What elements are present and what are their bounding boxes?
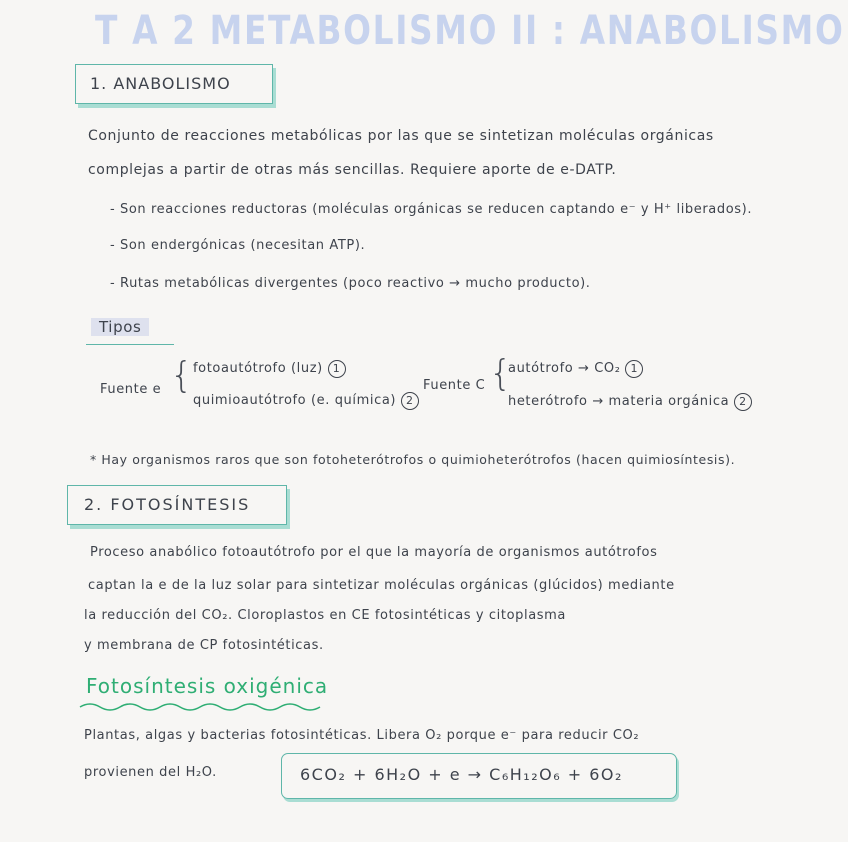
section2-heading: 2. FOTOSÍNTESIS [84,495,251,514]
page-title: T A 2 METABOLISMO II : ANABOLISMO [95,8,845,54]
fuente-c-label: Fuente C [423,378,486,393]
bullet-item: - Son reacciones reductoras (moléculas orgánicas se reducen captando e⁻ y H⁺ liberados). [110,202,753,217]
bullet-item: - Son endergónicas (necesitan ATP). [110,238,366,253]
fuente-e-label: Fuente e [100,382,162,397]
section1-intro-line1: Conjunto de reacciones metabólicas por las que se sintetizan moléculas orgánicas [88,128,714,144]
tipos-note: * Hay organismos raros que son fotoheterótrofos o quimioheterótrofos (hacen quimiosíntesis). [90,452,736,467]
fuente-e-option-text: fotoautótrofo (luz) [193,361,323,376]
number-circle: 1 [328,360,346,378]
fuente-c-brace: { [489,353,512,394]
section2-line: captan la e de la luz solar para sintetizar moléculas orgánicas (glúcidos) mediante [88,578,675,593]
oxigenica-line1: Plantas, algas y bacterias fotosintéticas. Libera O₂ porque e⁻ para reducir CO₂ [84,728,640,743]
section2-line: la reducción del CO₂. Cloroplastos en CE fotosintéticas y citoplasma [84,608,566,623]
fuente-c-option [508,393,752,411]
fuente-e-option [193,360,346,378]
section1-intro-line2: complejas a partir de otras más sencillas. Requiere aporte de e-DATP. [88,162,617,178]
fuente-c-option-text: heterótrofo → materia orgánica [508,394,730,409]
equation-box [281,753,677,799]
section2-heading-box [67,485,287,525]
oxigenica-heading: Fotosíntesis oxigénica [86,674,329,698]
wavy-underline [78,700,338,714]
tipos-underline [86,344,174,345]
number-circle: 2 [734,393,752,411]
section2-line: y membrana de CP fotosintéticas. [84,638,324,653]
section2-line: Proceso anabólico fotoautótrofo por el que la mayoría de organismos autótrofos [90,545,658,560]
fuente-e-brace: { [170,355,193,396]
fuente-e-option [193,392,419,410]
section1-heading-box [75,64,273,104]
section1-heading: 1. ANABOLISMO [90,74,231,93]
number-circle: 1 [625,360,643,378]
oxigenica-line2: provienen del H₂O. [84,765,217,780]
fuente-e-option-text: quimioautótrofo (e. química) [193,393,397,408]
fuente-c-option-text: autótrofo → CO₂ [508,361,621,376]
fuente-c-option [508,360,643,378]
tipos-label: Tipos [91,318,149,336]
bullet-item: - Rutas metabólicas divergentes (poco reactivo → mucho producto). [110,276,591,291]
number-circle: 2 [401,392,419,410]
equation: 6CO₂ + 6H₂O + e → C₆H₁₂O₆ + 6O₂ [300,765,623,784]
